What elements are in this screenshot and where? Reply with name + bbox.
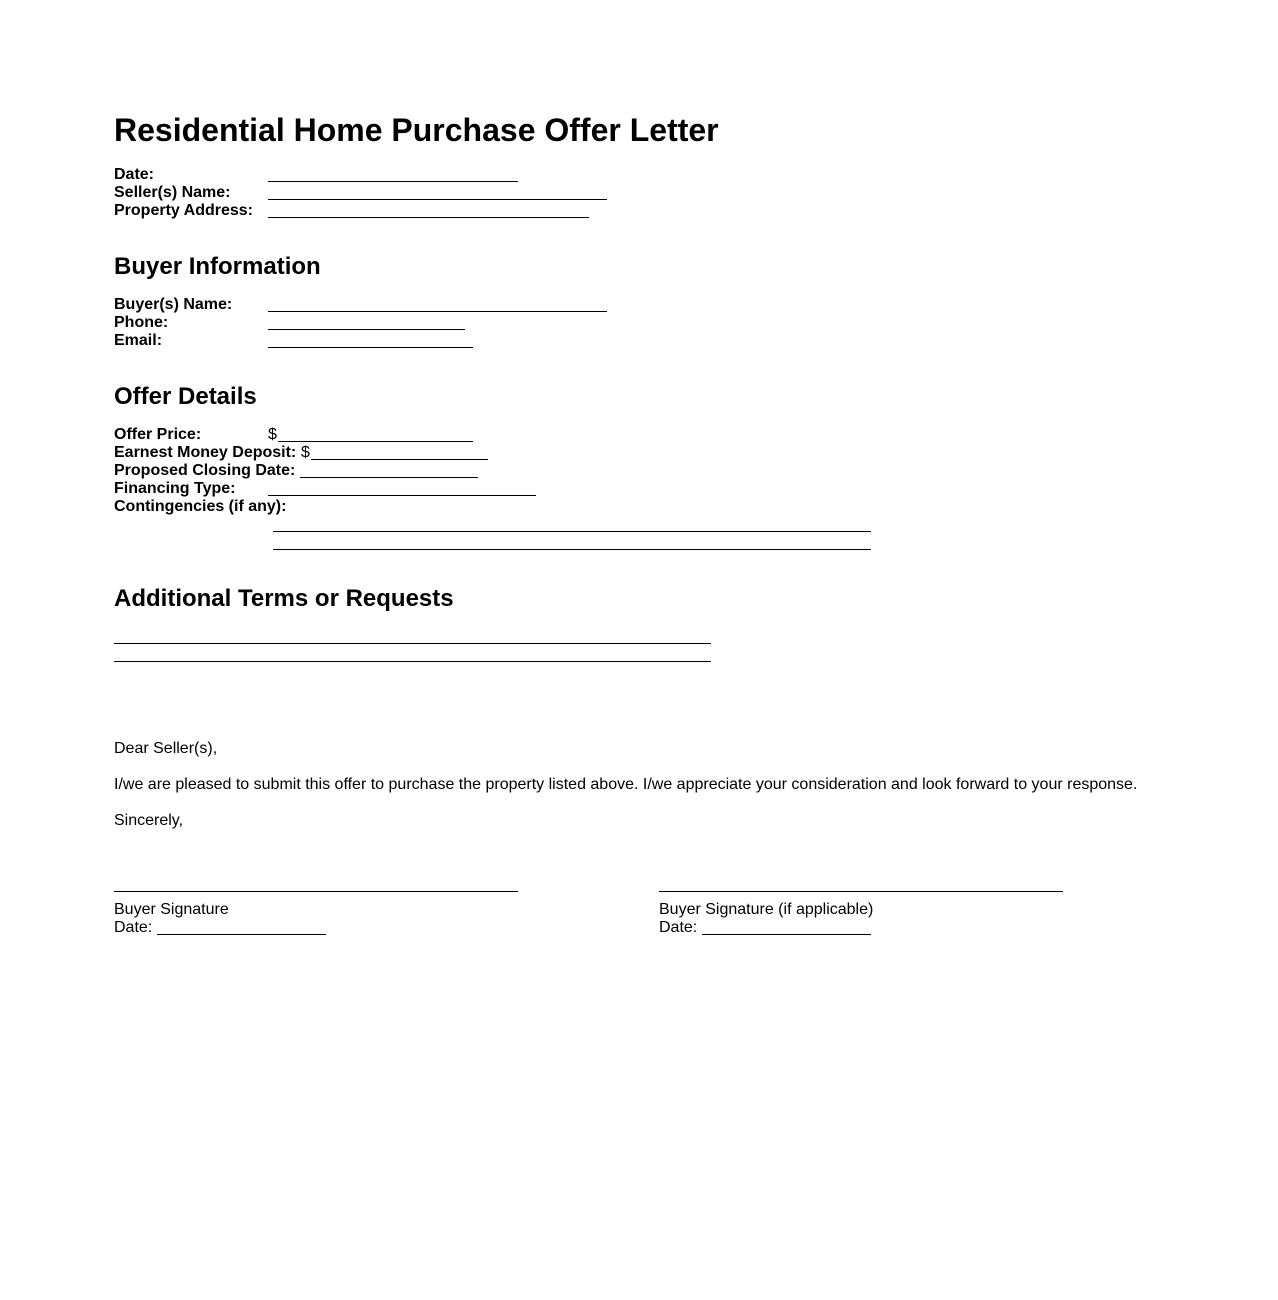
buyer-signature-date-label: Date: xyxy=(114,919,153,936)
phone-label: Phone: xyxy=(114,314,169,331)
property-address-input-line[interactable] xyxy=(268,217,589,218)
financing-type-label: Financing Type: xyxy=(114,480,236,497)
closing-date-label: Proposed Closing Date: xyxy=(114,462,296,479)
contingencies-label: Contingencies (if any): xyxy=(114,498,287,515)
second-buyer-signature-date-line[interactable] xyxy=(702,934,871,935)
contingencies-input-line-1[interactable] xyxy=(273,531,871,532)
buyer-signature-line[interactable] xyxy=(114,891,518,892)
second-buyer-signature-date-label: Date: xyxy=(659,919,698,936)
offer-price-input-line[interactable] xyxy=(278,441,473,442)
second-buyer-signature-line[interactable] xyxy=(659,891,1063,892)
sellers-name-input-line[interactable] xyxy=(268,199,607,200)
buyer-signature-label: Buyer Signature xyxy=(114,901,229,918)
offer-details-heading: Offer Details xyxy=(114,383,257,410)
additional-terms-input-line-1[interactable] xyxy=(114,643,711,644)
additional-terms-input-line-2[interactable] xyxy=(114,661,711,662)
earnest-money-input-line[interactable] xyxy=(311,459,488,460)
sellers-name-label: Seller(s) Name: xyxy=(114,184,231,201)
date-label: Date: xyxy=(114,166,155,183)
offer-price-currency: $ xyxy=(268,426,277,443)
buyer-signature-date-line[interactable] xyxy=(157,934,326,935)
property-address-label: Property Address: xyxy=(114,202,253,219)
contingencies-input-line-2[interactable] xyxy=(273,549,871,550)
additional-terms-heading: Additional Terms or Requests xyxy=(114,585,454,612)
offer-letter-page xyxy=(114,0,1278,1300)
page-title: Residential Home Purchase Offer Letter xyxy=(114,112,719,148)
buyers-name-label: Buyer(s) Name: xyxy=(114,296,233,313)
second-buyer-signature-label: Buyer Signature (if applicable) xyxy=(659,901,874,918)
buyers-name-input-line[interactable] xyxy=(268,311,607,312)
financing-type-input-line[interactable] xyxy=(268,495,536,496)
phone-input-line[interactable] xyxy=(268,329,465,330)
earnest-money-currency: $ xyxy=(301,444,310,461)
offer-price-label: Offer Price: xyxy=(114,426,202,443)
earnest-money-label: Earnest Money Deposit: xyxy=(114,444,297,461)
buyer-information-heading: Buyer Information xyxy=(114,253,321,280)
letter-closing: Sincerely, xyxy=(114,812,184,829)
letter-body: I/we are pleased to submit this offer to purchase the property listed above. I/we appreciate your consideration and look forward to your response. xyxy=(114,776,1138,793)
closing-date-input-line[interactable] xyxy=(300,477,478,478)
letter-salutation: Dear Seller(s), xyxy=(114,740,218,757)
email-label: Email: xyxy=(114,332,163,349)
email-input-line[interactable] xyxy=(268,347,473,348)
date-input-line[interactable] xyxy=(268,181,518,182)
